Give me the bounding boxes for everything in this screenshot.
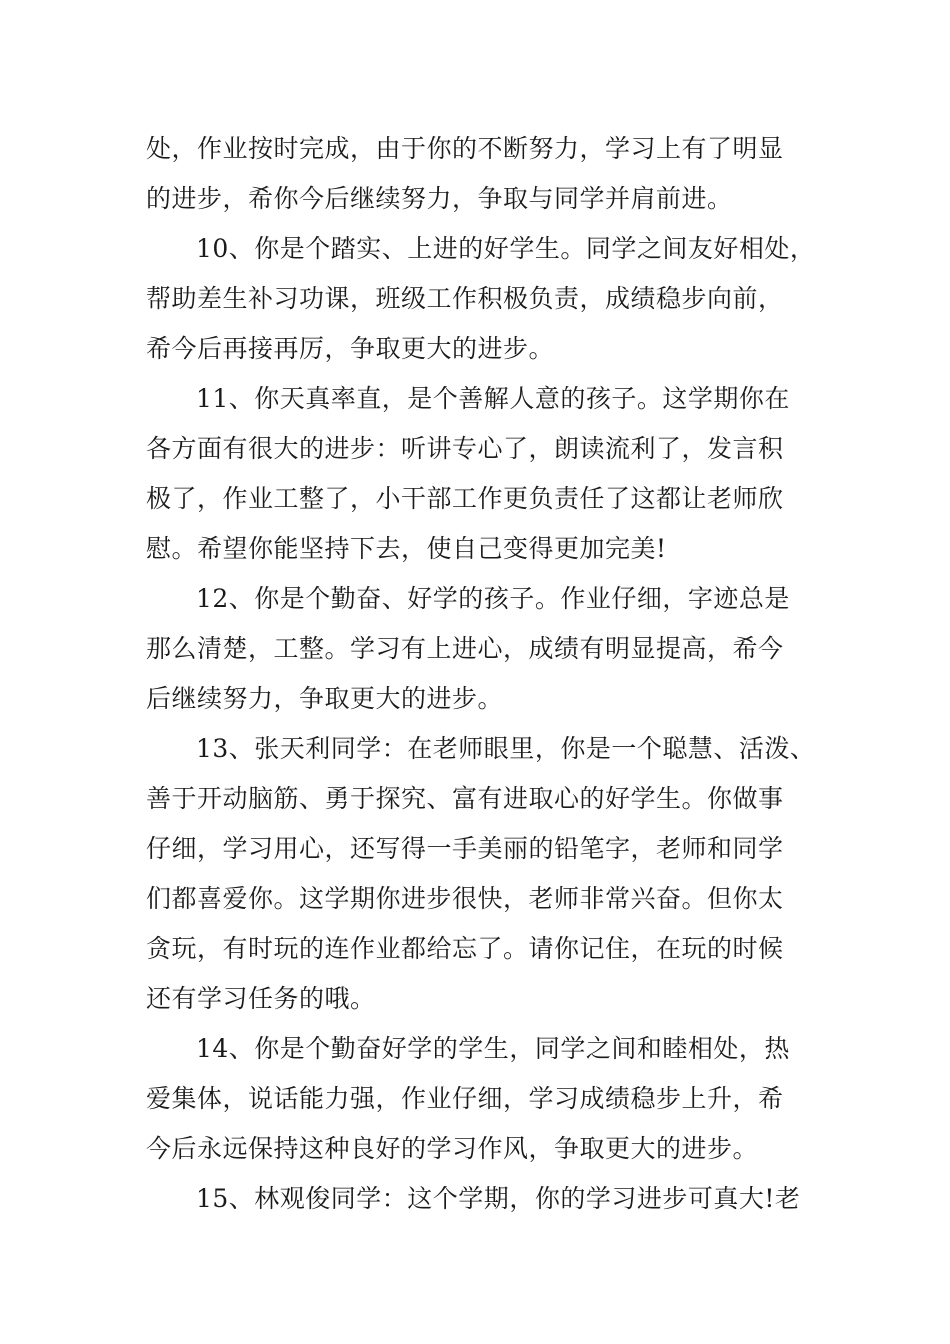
paragraph-15-line: 15、林观俊同学：这个学期，你的学习进步可真大!老 [196,1184,801,1213]
text-line: 们都喜爱你。这学期你进步很快，老师非常兴奋。但你太 [146,884,784,913]
text-line: 各方面有很大的进步：听讲专心了，朗读流利了，发言积 [146,434,784,463]
text-line: 处，作业按时完成，由于你的不断努力，学习上有了明显 [146,134,784,163]
text-line: 仔细，学习用心，还写得一手美丽的铅笔字，老师和同学 [146,834,784,863]
text-line: 还有学习任务的哦。 [146,984,376,1013]
text-line: 极了，作业工整了，小干部工作更负责任了这都让老师欣 [146,484,784,513]
text-line: 慰。希望你能坚持下去，使自己变得更加完美! [146,534,667,563]
paragraph-10-line: 10、你是个踏实、上进的好学生。同学之间友好相处， [196,234,816,263]
paragraph-14-line: 14、你是个勤奋好学的学生，同学之间和睦相处，热 [196,1034,790,1063]
text-line: 帮助差生补习功课，班级工作积极负责，成绩稳步向前， [146,284,784,313]
text-line: 贪玩，有时玩的连作业都给忘了。请你记住，在玩的时候 [146,934,784,963]
paragraph-12-line: 12、你是个勤奋、好学的孩子。作业仔细，字迹总是 [196,584,790,613]
text-line: 后继续努力，争取更大的进步。 [146,684,504,713]
text-line: 那么清楚，工整。学习有上进心，成绩有明显提高，希今 [146,634,784,663]
text-line: 善于开动脑筋、勇于探究、富有进取心的好学生。你做事 [146,784,784,813]
text-line: 希今后再接再厉，争取更大的进步。 [146,334,555,363]
text-line: 今后永远保持这种良好的学习作风，争取更大的进步。 [146,1134,759,1163]
text-line: 爱集体，说话能力强，作业仔细，学习成绩稳步上升，希 [146,1084,784,1113]
paragraph-11-line: 11、你天真率直，是个善解人意的孩子。这学期你在 [196,384,790,413]
text-line: 的进步，希你今后继续努力，争取与同学并肩前进。 [146,184,733,213]
paragraph-13-line: 13、张天利同学：在老师眼里，你是一个聪慧、活泼、 [196,734,816,763]
